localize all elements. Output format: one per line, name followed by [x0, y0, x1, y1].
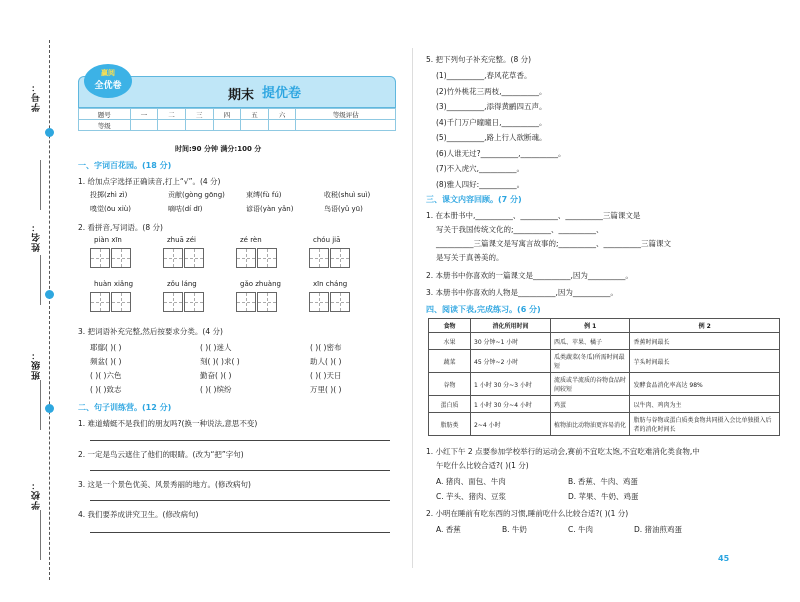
section-4-head: 四、阅读下表,完成练习。(6 分): [426, 305, 541, 314]
section-3-head: 三、课文内容回顾。(7 分): [426, 195, 522, 204]
verse-blank[interactable]: (8)雅人四好:__________。: [436, 179, 525, 189]
table-cell: 西瓜、苹果、橘子: [551, 333, 630, 350]
pinyin-label: zǒu láng: [167, 280, 197, 288]
write-box[interactable]: [90, 292, 110, 312]
idiom-blank[interactable]: ( )( )天日: [310, 371, 342, 380]
s1-q3: 3. 把词语补充完整,然后按要求分类。(4 分): [78, 327, 223, 336]
write-box[interactable]: [330, 248, 350, 268]
page-number: 45: [718, 554, 730, 563]
score-header-cell: 三: [185, 109, 213, 120]
write-box[interactable]: [111, 292, 131, 312]
hole-dot: [45, 290, 54, 299]
school-label: 学校：: [32, 480, 42, 510]
brand-logo-main: 全优卷: [94, 81, 122, 91]
write-box[interactable]: [111, 248, 131, 268]
page-title-accent: 提优卷: [262, 86, 302, 101]
verse-blank[interactable]: (3)__________,添得黄鹂四五声。: [436, 102, 547, 111]
idiom-blank[interactable]: ( )( )迷人: [200, 343, 232, 352]
student-id-field[interactable]: [40, 160, 41, 210]
pinyin-label: xīn cháng: [313, 280, 348, 288]
write-box[interactable]: [184, 248, 204, 268]
idiom-blank[interactable]: 耶鄢( )( ): [90, 343, 122, 352]
table-cell: 2~4 小时: [471, 413, 551, 436]
binding-strip: [0, 0, 62, 602]
table-cell: 1 小时 30 分~3 小时: [471, 373, 551, 396]
idiom-blank[interactable]: ( )( )致志: [90, 385, 122, 394]
brand-logo: [84, 64, 132, 98]
section-1-head: 一、字词百花园。(18 分): [78, 161, 172, 170]
s1-q1: 1. 给加点字选择正确读音,打上“√”。(4 分): [78, 177, 221, 186]
table-cell: 脂肪类: [429, 413, 471, 436]
page-title: 期末: [228, 88, 255, 103]
pinyin-choice[interactable]: 嘀咕(dí dī): [168, 205, 203, 213]
s3-q1-line2: 写关于我国传统文化的;__________、__________、: [436, 225, 604, 234]
table-cell: 流质或半流质的谷物食品时间较短: [551, 373, 630, 396]
pinyin-label: piàn xīn: [94, 236, 122, 244]
pinyin-choice[interactable]: 鸟语(yǔ yū): [324, 205, 363, 213]
score-header-cell: 题号: [79, 109, 131, 120]
write-box[interactable]: [90, 248, 110, 268]
idiom-blank[interactable]: ( )( )密布: [310, 343, 342, 352]
score-header-cell: 二: [158, 109, 186, 120]
answer-line[interactable]: [90, 440, 390, 441]
table-cell: 1 小时 30 分~4 小时: [471, 396, 551, 413]
idiom-blank[interactable]: 勤奋( )( ): [200, 371, 232, 380]
pinyin-label: zé rèn: [240, 236, 262, 244]
write-box[interactable]: [184, 292, 204, 312]
pinyin-label: huàn xiǎng: [94, 280, 134, 288]
hole-dot: [45, 128, 54, 137]
column-divider: [412, 48, 413, 568]
score-cell[interactable]: [185, 120, 213, 131]
cut-line: [49, 40, 50, 580]
table-cell: 植物油比动物油更容易消化: [551, 413, 630, 436]
table-cell: 蛋白质: [429, 396, 471, 413]
verse-blank[interactable]: (1)__________,春风花草香。: [436, 71, 532, 80]
write-box[interactable]: [257, 248, 277, 268]
verse-blank[interactable]: (6)人谁无过?__________,__________。: [436, 148, 566, 158]
table-cell: 芋头时间最长: [630, 350, 780, 373]
table-cell: 以牛肉、鸡肉为主: [630, 396, 780, 413]
idiom-blank[interactable]: ( )( )六色: [90, 371, 122, 380]
s3-q1-line1: 1. 在本册书中,__________、__________、__________三篇课文是: [426, 211, 641, 220]
school-field[interactable]: [40, 510, 41, 560]
score-cell[interactable]: [130, 120, 158, 131]
pinyin-choice[interactable]: 谚语(yàn yǎn): [246, 205, 294, 213]
pinyin-choice[interactable]: 投掷(zhì zì): [90, 191, 128, 199]
table-cell: 30 分钟~1 小时: [471, 333, 551, 350]
answer-line[interactable]: [90, 470, 390, 471]
s4-q1-line1: 1. 小红下午 2 点要参加学校举行的运动会,赛前不宜吃太饱,不宜吃难消化类食物,中: [426, 447, 700, 456]
score-header-cell: 六: [268, 109, 296, 120]
pinyin-choice[interactable]: 嗅觉(ōu xiù): [90, 205, 131, 213]
choice-option[interactable]: A. 猪肉、面包、牛肉: [436, 477, 506, 486]
s2-q2: 2. 一定是鸟云遮住了他们的眼睛。(改为“把”字句): [78, 450, 244, 459]
table-header-cell: 例 2: [630, 319, 780, 333]
choice-option[interactable]: C. 芋头、猪肉、豆浆: [436, 492, 507, 501]
score-header-cell: 等级评估: [296, 109, 396, 120]
idiom-blank[interactable]: 万里( )( ): [310, 385, 342, 394]
class-field[interactable]: [40, 380, 41, 430]
name-label: 姓名：: [32, 222, 42, 252]
write-box[interactable]: [309, 292, 329, 312]
s2-q3: 3. 这是一个景色优美、风景秀丽的地方。(修改病句): [78, 480, 251, 489]
write-box[interactable]: [236, 292, 256, 312]
score-cell[interactable]: [241, 120, 269, 131]
student-id-label: 学号：: [32, 82, 42, 112]
s1-q2: 2. 看拼音,写词语。(8 分): [78, 223, 163, 232]
score-cell: 等级: [79, 120, 131, 131]
digestion-table: [428, 318, 780, 436]
verse-blank[interactable]: (4)千门万户曈曈日,__________。: [436, 117, 547, 127]
choice-option[interactable]: D. 猪油煎鸡蛋: [634, 525, 683, 534]
table-header-cell: 食物: [429, 319, 471, 333]
choice-option[interactable]: C. 牛肉: [568, 525, 594, 534]
score-cell[interactable]: [296, 120, 396, 131]
idiom-blank[interactable]: 刻( )( )求( ): [200, 357, 240, 366]
table-cell: 脂肪与谷物或蛋白质类食物共同摄入会比单独摄入后者的消化时间长: [630, 413, 780, 436]
choice-option[interactable]: B. 香蕉、牛肉、鸡蛋: [568, 477, 638, 486]
class-label: 班级：: [32, 350, 42, 380]
write-box[interactable]: [163, 248, 183, 268]
section-2-head: 二、句子训练营。(12 分): [78, 403, 172, 412]
score-cell[interactable]: [268, 120, 296, 131]
table-cell: 蔬菜: [429, 350, 471, 373]
choice-option[interactable]: B. 牛奶: [502, 525, 527, 534]
pinyin-label: gǎo zhuàng: [240, 280, 281, 288]
s3-q2: 2. 本册书中你喜欢的一篇课文是__________,因为__________。: [426, 271, 633, 280]
pinyin-label: chóu jiā: [313, 236, 341, 244]
s1-q5: 5. 把下列句子补充完整。(8 分): [426, 55, 532, 64]
score-header-cell: 四: [213, 109, 241, 120]
table-cell: 45 分钟~2 小时: [471, 350, 551, 373]
hole-dot: [45, 404, 54, 413]
answer-line[interactable]: [90, 532, 390, 533]
s4-q1-line2: 午吃什么比较合适?( )(1 分): [436, 461, 529, 470]
idiom-blank[interactable]: 频盆( )( ): [90, 357, 122, 366]
idiom-blank[interactable]: ( )( )缤纷: [200, 385, 232, 394]
s4-q2: 2. 小明在睡前有吃东西的习惯,睡前吃什么比较合适?( )(1 分): [426, 509, 629, 518]
verse-blank[interactable]: (7)不入虎穴,__________。: [436, 164, 525, 173]
pinyin-choice[interactable]: 贡献(gòng gōng): [168, 191, 225, 199]
s3-q1-line4: 是写关于真善美的。: [436, 253, 504, 262]
write-box[interactable]: [236, 248, 256, 268]
name-field[interactable]: [40, 255, 41, 305]
exam-header: [78, 64, 396, 144]
table-cell: 发酵食品消化率高达 98%: [630, 373, 780, 396]
table-header-cell: 消化所用时间: [471, 319, 551, 333]
score-cell[interactable]: [213, 120, 241, 131]
pinyin-label: zhuā zéi: [167, 236, 196, 244]
score-table: [78, 108, 396, 131]
s2-q4: 4. 我们要养成讲究卫生。(修改病句): [78, 510, 199, 519]
s2-q1: 1. 难道蜻蜓不是我们的朋友吗?(换一种说法,意思不变): [78, 419, 258, 428]
s3-q3: 3. 本册书中你喜欢的人物是__________,因为__________。: [426, 288, 618, 297]
table-cell: 谷物: [429, 373, 471, 396]
score-header-cell: 五: [241, 109, 269, 120]
write-box[interactable]: [257, 292, 277, 312]
table-cell: 鸡蛋: [551, 396, 630, 413]
verse-blank[interactable]: (2)竹外桃花三两枝,__________。: [436, 86, 547, 96]
write-box[interactable]: [330, 292, 350, 312]
choice-option[interactable]: A. 香蕉: [436, 525, 461, 534]
choice-option[interactable]: D. 苹果、牛奶、鸡蛋: [568, 492, 639, 501]
score-header-cell: 一: [130, 109, 158, 120]
answer-line[interactable]: [90, 500, 390, 501]
s3-q1-line3: __________三篇课文是写寓言故事的;__________、__________三篇课文: [436, 239, 672, 248]
score-cell[interactable]: [158, 120, 186, 131]
table-cell: 水果: [429, 333, 471, 350]
table-header-cell: 例 1: [551, 319, 630, 333]
table-cell: 香蕉时间最长: [630, 333, 780, 350]
pinyin-choice[interactable]: 收税(shuì suì): [324, 191, 371, 199]
time-score-info: 时间:90 分钟 满分:100 分: [175, 145, 262, 153]
write-box[interactable]: [309, 248, 329, 268]
pinyin-choice[interactable]: 束缚(fù fú): [246, 191, 282, 199]
table-cell: 瓜类蔬菜(冬瓜)所需时间最短: [551, 350, 630, 373]
brand-logo-top: 赢阅: [101, 69, 115, 77]
write-box[interactable]: [163, 292, 183, 312]
idiom-blank[interactable]: 助人( )( ): [310, 357, 342, 366]
verse-blank[interactable]: (5)__________,路上行人欲断魂。: [436, 133, 547, 142]
